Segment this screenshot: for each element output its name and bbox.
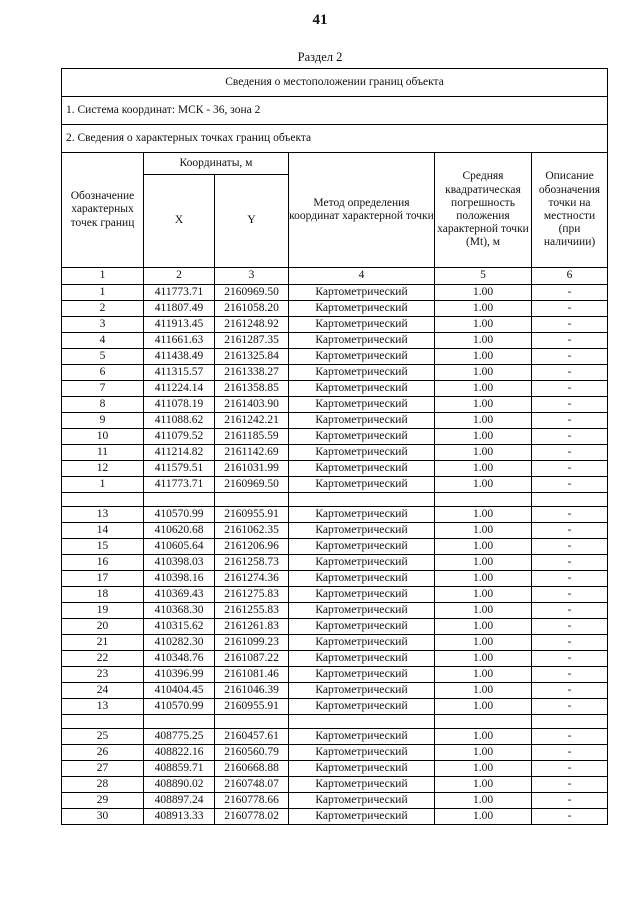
coord-y: 2161031.99 bbox=[215, 461, 289, 477]
description: - bbox=[532, 429, 608, 445]
description: - bbox=[532, 461, 608, 477]
coord-x: 410398.03 bbox=[144, 555, 215, 571]
method: Картометрический bbox=[289, 619, 435, 635]
coord-y: 2161358.85 bbox=[215, 381, 289, 397]
method: Картометрический bbox=[289, 413, 435, 429]
coord-x: 410404.45 bbox=[144, 683, 215, 699]
table-row bbox=[62, 587, 608, 603]
description: - bbox=[532, 603, 608, 619]
accuracy: 1.00 bbox=[435, 699, 532, 715]
point-number: 8 bbox=[62, 397, 144, 413]
accuracy: 1.00 bbox=[435, 603, 532, 619]
accuracy: 1.00 bbox=[435, 667, 532, 683]
point-number: 13 bbox=[62, 507, 144, 523]
accuracy: 1.00 bbox=[435, 729, 532, 745]
method: Картометрический bbox=[289, 429, 435, 445]
accuracy: 1.00 bbox=[435, 507, 532, 523]
point-number: 15 bbox=[62, 539, 144, 555]
coord-y: 2161261.83 bbox=[215, 619, 289, 635]
point-number: 20 bbox=[62, 619, 144, 635]
coord-x: 411079.52 bbox=[144, 429, 215, 445]
method: Картометрический bbox=[289, 729, 435, 745]
coord-x: 411661.63 bbox=[144, 333, 215, 349]
coord-y: 2161087.22 bbox=[215, 651, 289, 667]
coord-x: 411214.82 bbox=[144, 445, 215, 461]
description: - bbox=[532, 317, 608, 333]
coord-y: 2160457.61 bbox=[215, 729, 289, 745]
description: - bbox=[532, 523, 608, 539]
table-row bbox=[62, 793, 608, 809]
table-row bbox=[62, 683, 608, 699]
coord-x: 411579.51 bbox=[144, 461, 215, 477]
coord-y: 2161287.35 bbox=[215, 333, 289, 349]
coord-y: 2161242.21 bbox=[215, 413, 289, 429]
coord-y: 2161046.39 bbox=[215, 683, 289, 699]
point-number: 22 bbox=[62, 651, 144, 667]
coord-x: 410570.99 bbox=[144, 507, 215, 523]
empty-cell bbox=[62, 715, 144, 729]
point-number: 23 bbox=[62, 667, 144, 683]
header-description: Описание обозначения точки на местности (при наличиии) bbox=[532, 153, 608, 268]
method: Картометрический bbox=[289, 793, 435, 809]
table-row bbox=[62, 429, 608, 445]
empty-cell bbox=[144, 493, 215, 507]
coord-y: 2161338.27 bbox=[215, 365, 289, 381]
table-row bbox=[62, 809, 608, 825]
coord-y: 2160748.07 bbox=[215, 777, 289, 793]
method: Картометрический bbox=[289, 285, 435, 301]
point-number: 27 bbox=[62, 761, 144, 777]
point-number: 3 bbox=[62, 317, 144, 333]
column-number: 1 bbox=[62, 268, 144, 285]
accuracy: 1.00 bbox=[435, 777, 532, 793]
point-number: 2 bbox=[62, 301, 144, 317]
header-y: Y bbox=[215, 175, 289, 268]
method: Картометрический bbox=[289, 317, 435, 333]
description: - bbox=[532, 619, 608, 635]
description: - bbox=[532, 745, 608, 761]
point-number: 10 bbox=[62, 429, 144, 445]
column-number: 4 bbox=[289, 268, 435, 285]
coord-x: 410398.16 bbox=[144, 571, 215, 587]
coord-y: 2160969.50 bbox=[215, 285, 289, 301]
table-row bbox=[62, 317, 608, 333]
description: - bbox=[532, 793, 608, 809]
coord-y: 2160778.66 bbox=[215, 793, 289, 809]
point-number: 9 bbox=[62, 413, 144, 429]
table-row bbox=[62, 523, 608, 539]
coord-x: 411807.49 bbox=[144, 301, 215, 317]
method: Картометрический bbox=[289, 555, 435, 571]
accuracy: 1.00 bbox=[435, 445, 532, 461]
method: Картометрический bbox=[289, 349, 435, 365]
coord-y: 2161081.46 bbox=[215, 667, 289, 683]
description: - bbox=[532, 445, 608, 461]
method: Картометрический bbox=[289, 635, 435, 651]
description: - bbox=[532, 651, 608, 667]
coord-x: 410368.30 bbox=[144, 603, 215, 619]
accuracy: 1.00 bbox=[435, 539, 532, 555]
accuracy: 1.00 bbox=[435, 555, 532, 571]
empty-cell bbox=[215, 715, 289, 729]
accuracy: 1.00 bbox=[435, 397, 532, 413]
coord-y: 2161255.83 bbox=[215, 603, 289, 619]
accuracy: 1.00 bbox=[435, 477, 532, 493]
table-row bbox=[62, 699, 608, 715]
accuracy: 1.00 bbox=[435, 333, 532, 349]
table-row bbox=[62, 667, 608, 683]
empty-cell bbox=[289, 493, 435, 507]
coord-x: 410369.43 bbox=[144, 587, 215, 603]
page-number: 41 bbox=[312, 12, 328, 28]
description: - bbox=[532, 285, 608, 301]
empty-cell bbox=[532, 715, 608, 729]
table-row bbox=[62, 333, 608, 349]
empty-cell bbox=[435, 493, 532, 507]
method: Картометрический bbox=[289, 477, 435, 493]
description: - bbox=[532, 333, 608, 349]
accuracy: 1.00 bbox=[435, 571, 532, 587]
accuracy: 1.00 bbox=[435, 317, 532, 333]
point-number: 28 bbox=[62, 777, 144, 793]
column-number: 5 bbox=[435, 268, 532, 285]
description: - bbox=[532, 761, 608, 777]
description: - bbox=[532, 539, 608, 555]
point-number: 4 bbox=[62, 333, 144, 349]
coord-y: 2161185.59 bbox=[215, 429, 289, 445]
accuracy: 1.00 bbox=[435, 745, 532, 761]
coord-y: 2161099.23 bbox=[215, 635, 289, 651]
coordinate-system: 1. Система координат: МСК - 36, зона 2 bbox=[62, 97, 608, 125]
point-number: 7 bbox=[62, 381, 144, 397]
description: - bbox=[532, 635, 608, 651]
description: - bbox=[532, 809, 608, 825]
description: - bbox=[532, 349, 608, 365]
table-row bbox=[62, 619, 608, 635]
description: - bbox=[532, 571, 608, 587]
method: Картометрический bbox=[289, 809, 435, 825]
empty-cell bbox=[215, 493, 289, 507]
method: Картометрический bbox=[289, 683, 435, 699]
table-row bbox=[62, 365, 608, 381]
empty-cell bbox=[289, 715, 435, 729]
description: - bbox=[532, 699, 608, 715]
empty-cell bbox=[144, 715, 215, 729]
coord-y: 2160955.91 bbox=[215, 699, 289, 715]
method: Картометрический bbox=[289, 745, 435, 761]
point-number: 17 bbox=[62, 571, 144, 587]
point-number: 12 bbox=[62, 461, 144, 477]
table-row bbox=[62, 445, 608, 461]
accuracy: 1.00 bbox=[435, 381, 532, 397]
header-coordinates: Координаты, м bbox=[144, 153, 289, 175]
point-number: 13 bbox=[62, 699, 144, 715]
accuracy: 1.00 bbox=[435, 461, 532, 477]
point-number: 21 bbox=[62, 635, 144, 651]
coord-x: 410315.62 bbox=[144, 619, 215, 635]
accuracy: 1.00 bbox=[435, 523, 532, 539]
method: Картометрический bbox=[289, 365, 435, 381]
coord-x: 408775.25 bbox=[144, 729, 215, 745]
method: Картометрический bbox=[289, 523, 435, 539]
description: - bbox=[532, 587, 608, 603]
method: Картометрический bbox=[289, 301, 435, 317]
method: Картометрический bbox=[289, 651, 435, 667]
method: Картометрический bbox=[289, 461, 435, 477]
coord-y: 2160955.91 bbox=[215, 507, 289, 523]
empty-cell bbox=[532, 493, 608, 507]
method: Картометрический bbox=[289, 761, 435, 777]
description: - bbox=[532, 507, 608, 523]
description: - bbox=[532, 413, 608, 429]
point-number: 5 bbox=[62, 349, 144, 365]
accuracy: 1.00 bbox=[435, 429, 532, 445]
header-x: X bbox=[144, 175, 215, 268]
coord-y: 2161248.92 bbox=[215, 317, 289, 333]
description: - bbox=[532, 667, 608, 683]
table-row bbox=[62, 381, 608, 397]
coord-x: 408859.71 bbox=[144, 761, 215, 777]
coord-x: 411773.71 bbox=[144, 477, 215, 493]
method: Картометрический bbox=[289, 539, 435, 555]
accuracy: 1.00 bbox=[435, 793, 532, 809]
column-number-row bbox=[62, 268, 608, 285]
coord-x: 410620.68 bbox=[144, 523, 215, 539]
table-row bbox=[62, 349, 608, 365]
empty-cell bbox=[435, 715, 532, 729]
column-number: 2 bbox=[144, 268, 215, 285]
group-separator-row bbox=[62, 493, 608, 507]
table-row bbox=[62, 777, 608, 793]
table-row bbox=[62, 507, 608, 523]
description: - bbox=[532, 777, 608, 793]
coord-x: 411438.49 bbox=[144, 349, 215, 365]
coord-x: 408822.16 bbox=[144, 745, 215, 761]
table-row bbox=[62, 729, 608, 745]
coord-x: 411773.71 bbox=[144, 285, 215, 301]
coord-x: 411315.57 bbox=[144, 365, 215, 381]
method: Картометрический bbox=[289, 381, 435, 397]
coord-y: 2160668.88 bbox=[215, 761, 289, 777]
coord-x: 408913.33 bbox=[144, 809, 215, 825]
coord-x: 410605.64 bbox=[144, 539, 215, 555]
accuracy: 1.00 bbox=[435, 587, 532, 603]
coord-y: 2160969.50 bbox=[215, 477, 289, 493]
method: Картометрический bbox=[289, 603, 435, 619]
coord-x: 410570.99 bbox=[144, 699, 215, 715]
table-row bbox=[62, 461, 608, 477]
method: Картометрический bbox=[289, 699, 435, 715]
point-number: 6 bbox=[62, 365, 144, 381]
method: Картометрический bbox=[289, 333, 435, 349]
group-separator-row bbox=[62, 715, 608, 729]
description: - bbox=[532, 729, 608, 745]
point-number: 11 bbox=[62, 445, 144, 461]
column-number: 3 bbox=[215, 268, 289, 285]
coord-y: 2160778.02 bbox=[215, 809, 289, 825]
table-row bbox=[62, 555, 608, 571]
header-method: Метод определения координат характерной точки bbox=[289, 153, 435, 268]
coord-x: 411913.45 bbox=[144, 317, 215, 333]
table-row bbox=[62, 397, 608, 413]
coord-x: 408890.02 bbox=[144, 777, 215, 793]
accuracy: 1.00 bbox=[435, 635, 532, 651]
empty-cell bbox=[62, 493, 144, 507]
table-row bbox=[62, 413, 608, 429]
header-designation: Обозначение характерных точек границ bbox=[62, 153, 144, 268]
accuracy: 1.00 bbox=[435, 285, 532, 301]
coord-y: 2161403.90 bbox=[215, 397, 289, 413]
table-row bbox=[62, 745, 608, 761]
coord-y: 2161206.96 bbox=[215, 539, 289, 555]
accuracy: 1.00 bbox=[435, 683, 532, 699]
boundary-points-table bbox=[61, 68, 608, 825]
point-number: 19 bbox=[62, 603, 144, 619]
coord-y: 2161258.73 bbox=[215, 555, 289, 571]
coord-x: 408897.24 bbox=[144, 793, 215, 809]
method: Картометрический bbox=[289, 587, 435, 603]
table-row bbox=[62, 477, 608, 493]
point-number: 29 bbox=[62, 793, 144, 809]
coord-y: 2161058.20 bbox=[215, 301, 289, 317]
table-title: Сведения о местоположении границ объекта bbox=[62, 69, 608, 97]
accuracy: 1.00 bbox=[435, 809, 532, 825]
table-row bbox=[62, 301, 608, 317]
method: Картометрический bbox=[289, 397, 435, 413]
coord-x: 410282.30 bbox=[144, 635, 215, 651]
coord-x: 411224.14 bbox=[144, 381, 215, 397]
accuracy: 1.00 bbox=[435, 365, 532, 381]
table-row bbox=[62, 285, 608, 301]
accuracy: 1.00 bbox=[435, 349, 532, 365]
point-number: 14 bbox=[62, 523, 144, 539]
accuracy: 1.00 bbox=[435, 619, 532, 635]
description: - bbox=[532, 381, 608, 397]
method: Картометрический bbox=[289, 571, 435, 587]
coord-x: 410348.76 bbox=[144, 651, 215, 667]
accuracy: 1.00 bbox=[435, 651, 532, 667]
column-number: 6 bbox=[532, 268, 608, 285]
coord-x: 411078.19 bbox=[144, 397, 215, 413]
table-row bbox=[62, 761, 608, 777]
point-number: 25 bbox=[62, 729, 144, 745]
method: Картометрический bbox=[289, 507, 435, 523]
point-number: 30 bbox=[62, 809, 144, 825]
point-number: 24 bbox=[62, 683, 144, 699]
point-number: 16 bbox=[62, 555, 144, 571]
coord-y: 2161142.69 bbox=[215, 445, 289, 461]
coord-y: 2161325.84 bbox=[215, 349, 289, 365]
coord-y: 2161274.36 bbox=[215, 571, 289, 587]
point-number: 26 bbox=[62, 745, 144, 761]
coord-y: 2161062.35 bbox=[215, 523, 289, 539]
coord-y: 2161275.83 bbox=[215, 587, 289, 603]
table-row bbox=[62, 635, 608, 651]
point-number: 18 bbox=[62, 587, 144, 603]
method: Картометрический bbox=[289, 777, 435, 793]
description: - bbox=[532, 301, 608, 317]
point-number: 1 bbox=[62, 285, 144, 301]
description: - bbox=[532, 397, 608, 413]
point-number: 1 bbox=[62, 477, 144, 493]
method: Картометрический bbox=[289, 667, 435, 683]
accuracy: 1.00 bbox=[435, 413, 532, 429]
coord-y: 2160560.79 bbox=[215, 745, 289, 761]
table-row bbox=[62, 571, 608, 587]
coord-x: 411088.62 bbox=[144, 413, 215, 429]
table-row bbox=[62, 651, 608, 667]
points-heading: 2. Сведения о характерных точках границ объекта bbox=[62, 125, 608, 153]
accuracy: 1.00 bbox=[435, 301, 532, 317]
table-row bbox=[62, 603, 608, 619]
method: Картометрический bbox=[289, 445, 435, 461]
coord-x: 410396.99 bbox=[144, 667, 215, 683]
description: - bbox=[532, 477, 608, 493]
accuracy: 1.00 bbox=[435, 761, 532, 777]
header-accuracy: Средняя квадратическая погрешность положения характерной точки (Mt), м bbox=[435, 153, 532, 268]
table-row bbox=[62, 539, 608, 555]
description: - bbox=[532, 683, 608, 699]
description: - bbox=[532, 555, 608, 571]
description: - bbox=[532, 365, 608, 381]
section-label: Раздел 2 bbox=[297, 50, 343, 64]
